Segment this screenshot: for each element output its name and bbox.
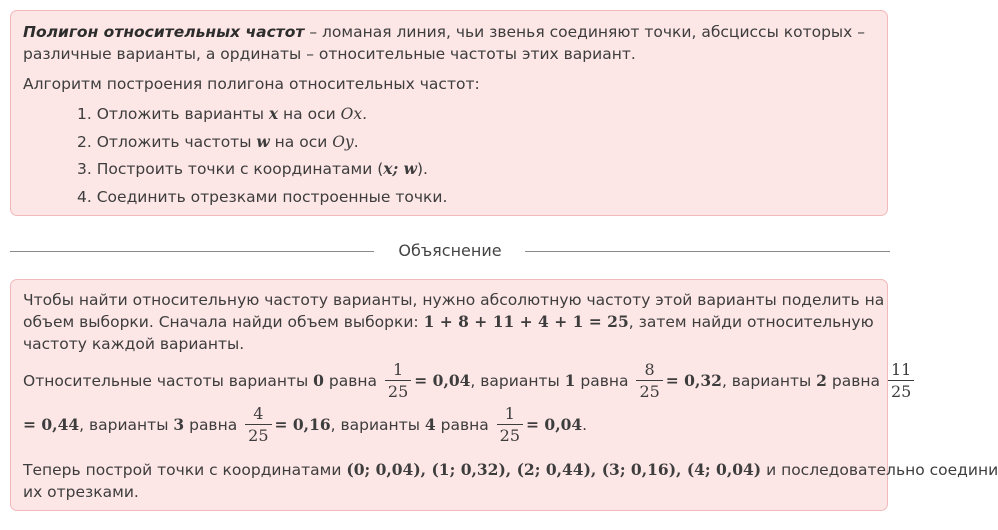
fraction-variant-0: $\frac{1}{25}$	[385, 360, 411, 403]
definition-term: Полигон относительных частот	[23, 23, 305, 41]
list-item: 4. Соединить отрезками построенные точки.	[77, 188, 448, 206]
explanation-line-1: Чтобы найти относительную частоту варианты, нужно абсолютную частоту этой варианты поделить на	[23, 291, 885, 309]
definition-box	[10, 10, 888, 216]
points-list: (0; 0,04), (1; 0,32), (2; 0,44), (3; 0,16), (4; 0,04)	[346, 460, 762, 479]
fraction-variant-3: $\frac{4}{25}$	[245, 404, 271, 447]
fraction-variant-2: $\frac{11}{25}$	[888, 360, 914, 403]
list-item: 3. Построить точки с координатами (x; w).	[77, 159, 428, 178]
divider-left	[10, 251, 374, 252]
explanation-line-3: частоту каждой варианты.	[23, 335, 245, 353]
definition-line-2: различные варианты, а ординаты – относительные частоты этих вариант.	[23, 45, 636, 63]
fraction-variant-1: $\frac{8}{25}$	[636, 360, 662, 403]
fraction-variant-4: $\frac{1}{25}$	[497, 404, 523, 447]
algorithm-heading: Алгоритм построения полигона относительных частот:	[23, 75, 480, 93]
explanation-divider-label: Объяснение	[398, 241, 502, 260]
list-item: 1. Отложить варианты x на оси Ox.	[77, 104, 367, 123]
fractions-row-2: = 0,44, варианты 3 равна $\frac{4}{25}$ = 0,16, варианты 4 равна $\frac{1}{25}$ = 0,04.	[23, 404, 588, 445]
divider-right	[525, 251, 890, 252]
fractions-row-1: Относительные частоты варианты 0 равна $\frac{1}{25}$ = 0,04, варианты 1 равна $\frac{8}{25}$ = 0,32, варианты 2 равна $\frac{11}{25}$	[23, 360, 917, 403]
sample-size-sum: 1 + 8 + 11 + 4 + 1 = 25	[423, 312, 629, 331]
explanation-line-2: объем выборки. Сначала найди объем выборки: 1 + 8 + 11 + 4 + 1 = 25, затем найди относительную	[23, 312, 874, 331]
explanation-box	[10, 279, 998, 511]
list-item: 2. Отложить частоты w на оси Oy.	[77, 132, 359, 151]
definition-line-1: Полигон относительных частот – ломаная линия, чьи звенья соединяют точки, абсциссы которых –	[23, 23, 866, 41]
explanation-points-line-1: Теперь построй точки с координатами (0; 0,04), (1; 0,32), (2; 0,44), (3; 0,16), (4; 0,04) и последовательно соедини	[23, 460, 998, 479]
explanation-points-line-2: их отрезками.	[23, 483, 139, 501]
